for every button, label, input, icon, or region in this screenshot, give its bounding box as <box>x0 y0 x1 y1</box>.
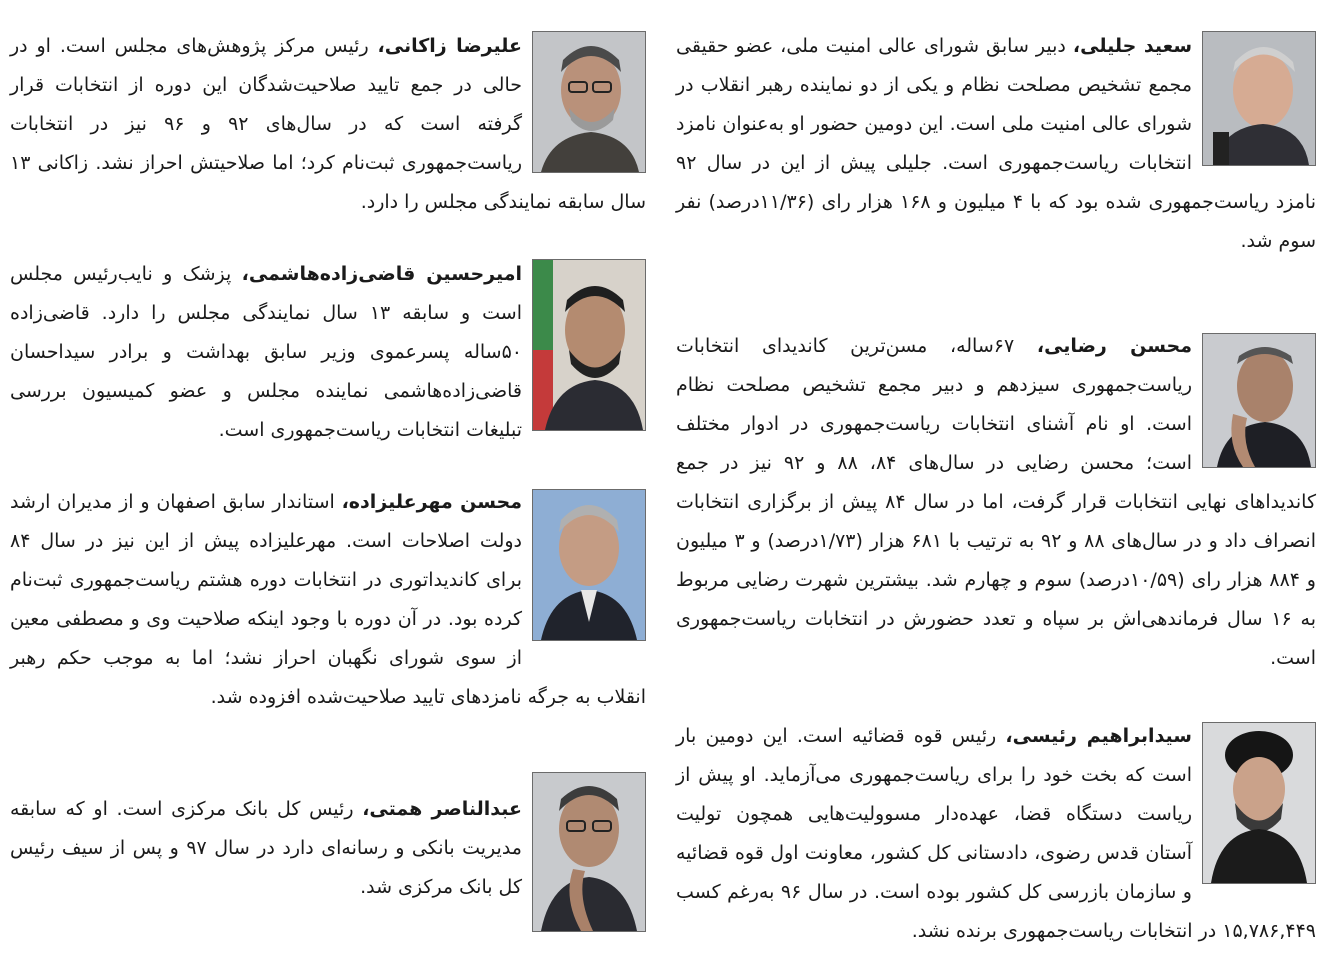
candidate-name: امیرحسین قاضی‌زاده‌هاشمی، <box>241 263 522 285</box>
profile-text <box>10 483 646 717</box>
profile-text <box>10 27 646 222</box>
profile-card-mehralizadeh <box>10 483 646 763</box>
profile-card-hemmati <box>10 790 646 960</box>
profile-card-rezaei <box>676 327 1316 687</box>
candidate-name: علیرضا زاکانی، <box>377 35 522 57</box>
profile-card-raisi <box>676 717 1316 962</box>
candidate-name: سعید جلیلی، <box>1072 35 1192 57</box>
profile-card-ghazizadeh <box>10 255 646 465</box>
profile-card-zakani <box>10 27 646 227</box>
profile-text <box>10 255 646 450</box>
candidate-bio: پزشک و نایب‌رئیس مجلس است و سابقه ۱۳ سال نمایندگی مجلس را دارد. قاضی‌زاده ۵۰ساله پسرعموی وزیر سابق بهداشت و برادر سیداحسان قاضی‌زاده‌هاشمی نماینده مجلس و عضو کمیسیون بررسی تبلیغات انتخابات ریاست‌جمهوری است. <box>10 263 522 441</box>
profile-text <box>676 27 1316 261</box>
candidate-bio: استاندار سابق اصفهان و از مدیران ارشد دولت اصلاحات است. مهرعلیزاده پیش از این نیز در سال ۸۴ برای کاندیداتوری در انتخابات دوره هشتم ریاست‌جمهوری ثبت‌نام کرده بود. در آن دوره با وجود اینکه صلاحیت وی و مصطفی معین از سوی شورای نگهبان احراز نشد؛ اما به موجب حکم رهبر انقلاب به جرگه نامزدهای تایید صلاحیت‌شده افزوده شد. <box>10 491 646 708</box>
candidate-name: محسن رضایی، <box>1036 335 1192 357</box>
candidate-name: سیدابراهیم رئیسی، <box>1005 725 1192 747</box>
candidate-bio: رئیس مرکز پژوهش‌های مجلس است. او در حالی در جمع تایید صلاحیت‌شدگان این دوره از انتخابات قرار گرفته است که در سال‌های ۹۲ و ۹۶ نیز در انتخابات ریاست‌جمهوری ثبت‌نام کرد؛ اما صلاحیتش احراز نشد. زاکانی ۱۳ سال سابقه نمایندگی مجلس را دارد. <box>10 35 646 213</box>
candidate-bio: دبیر سابق شورای عالی امنیت ملی، عضو حقیقی مجمع تشخیص مصلحت نظام و یکی از دو نماینده رهبر انقلاب در شورای عالی امنیت ملی است. این دومین حضور او به‌عنوان نامزد انتخابات ریاست‌جمهوری است. جلیلی پیش از این در سال ۹۲ نامزد ریاست‌جمهوری شده بود که با ۴ میلیون و ۱۶۸ هزار رای (۱۱/۳۶درصد) نفر سوم شد. <box>676 35 1317 252</box>
profile-text <box>676 327 1316 678</box>
candidate-bio: رئیس قوه قضائیه است. این دومین بار است که بخت خود را برای ریاست‌جمهوری می‌آزماید. او پیش از ریاست دستگاه قضا، عهده‌دار مسوولیت‌هایی همچون تولیت آستان قدس رضوی، دادستانی کل کشور، معاونت اول قوه قضائیه و سازمان بازرسی کل کشور بوده است. در سال ۹۶ به‌رغم کسب ۱۵,۷۸۶,۴۴۹ در انتخابات ریاست‌جمهوری برنده نشد. <box>676 725 1316 942</box>
profile-text <box>10 790 646 940</box>
profile-text <box>676 717 1316 951</box>
candidate-bio: ۶۷ساله، مسن‌ترین کاندیدای انتخابات ریاست‌جمهوری سیزدهم و دبیر مجمع تشخیص مصلحت نظام است. او نام آشنای انتخابات ریاست‌جمهوری در ادوار مختلف است؛ محسن رضایی در سال‌های ۸۴، ۸۸ و ۹۲ نیز در جمع کاندیداهای نهایی انتخابات قرار گرفت، اما در سال ۸۴ پیش از برگزاری انتخابات انصراف داد و در سال‌های ۸۸ و ۹۲ به ترتیب با ۶۸۱ هزار (۱/۷۳درصد) و ۳ میلیون و ۸۸۴ هزار رای (۱۰/۵۹درصد) سوم و چهارم شد. بیشترین شهرت رضایی مربوط به ۱۶ سال فرماندهی‌اش بر سپاه و تعدد حضورش در انتخابات ریاست‌جمهوری است. <box>676 335 1316 669</box>
candidate-bio: رئیس کل بانک مرکزی است. او که سابقه مدیریت بانکی و رسانه‌ای دارد در سال ۹۷ و پس از سیف رئیس کل بانک مرکزی شد. <box>10 798 522 898</box>
candidate-name: عبدالناصر همتی، <box>362 798 522 820</box>
profile-card-jalili <box>676 27 1316 297</box>
candidate-name: محسن مهرعلیزاده، <box>341 491 522 513</box>
